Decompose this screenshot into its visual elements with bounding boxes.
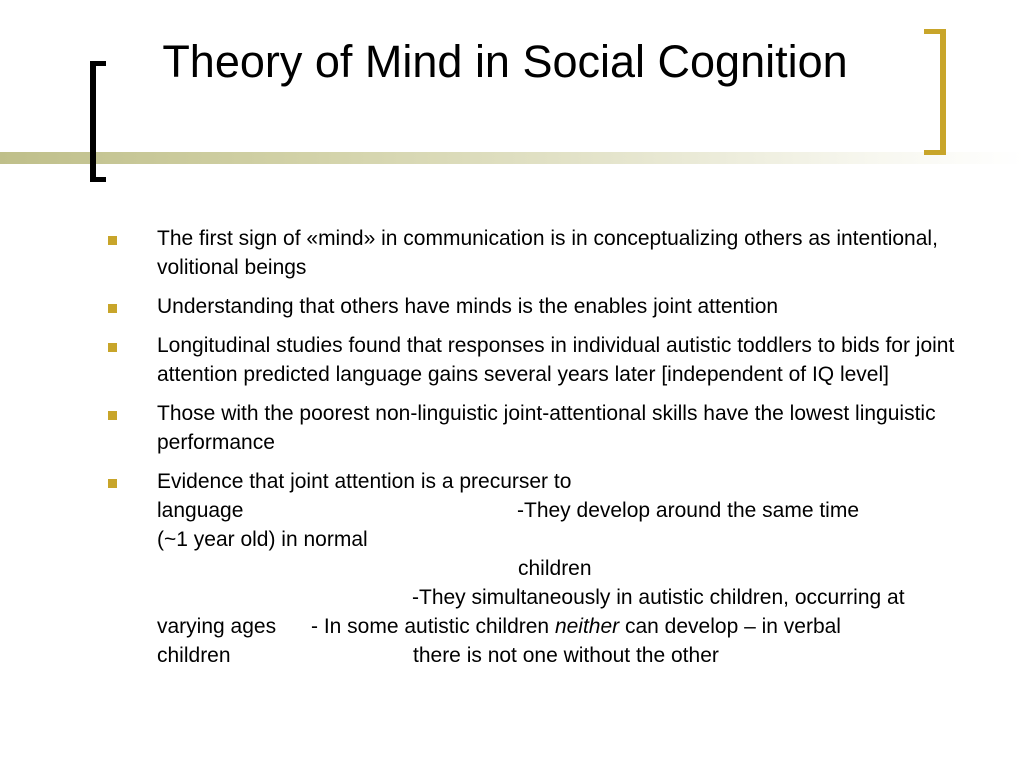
bullet-item (0, 399, 1024, 457)
bullet-text: Understanding that others have minds is the enables joint attention (157, 295, 779, 318)
evidence-line (157, 612, 967, 641)
title-rule-line (0, 152, 1024, 164)
square-bullet-icon (108, 479, 117, 488)
square-bullet-icon (108, 304, 117, 313)
bullet-item (0, 331, 1024, 389)
evidence-segment: there is not one without the other (413, 644, 719, 667)
evidence-line: Evidence that joint attention is a precurser to (157, 470, 572, 493)
evidence-segment: varying ages (157, 615, 277, 638)
slide-title: Theory of Mind in Social Cognition (162, 36, 848, 87)
bullet-text: The first sign of «mind» in communication is in conceptualizing others as intentional, volitional beings (157, 227, 938, 279)
right-bracket-decoration (924, 29, 946, 155)
square-bullet-icon (108, 236, 117, 245)
evidence-segment: -They develop around the same time (517, 499, 860, 522)
bullet-list (0, 224, 1024, 680)
bullet-item (0, 467, 1024, 670)
square-bullet-icon (108, 343, 117, 352)
bullet-text-evidence (157, 467, 967, 670)
evidence-segment: language (157, 499, 244, 522)
evidence-segment: - In some autistic children (311, 615, 555, 638)
evidence-segment: can develop – in verbal (619, 615, 841, 638)
evidence-line (157, 641, 967, 670)
bullet-text: Longitudinal studies found that responses in individual autistic toddlers to bids for joint attention predicted language gains several years later [independent of IQ level] (157, 334, 955, 386)
bullet-item (0, 292, 1024, 321)
bullet-text: Those with the poorest non-linguistic joint-attentional skills have the lowest linguistic performance (157, 402, 936, 454)
evidence-line: (~1 year old) in normal (157, 528, 368, 551)
left-bracket-decoration (90, 61, 106, 182)
evidence-segment: children (157, 644, 231, 667)
square-bullet-icon (108, 411, 117, 420)
bullet-item (0, 224, 1024, 282)
evidence-line (157, 496, 967, 525)
evidence-line: -They simultaneously in autistic children, occurring at (412, 586, 905, 609)
emphasis-text: neither (554, 615, 620, 638)
evidence-line: children (518, 557, 592, 580)
